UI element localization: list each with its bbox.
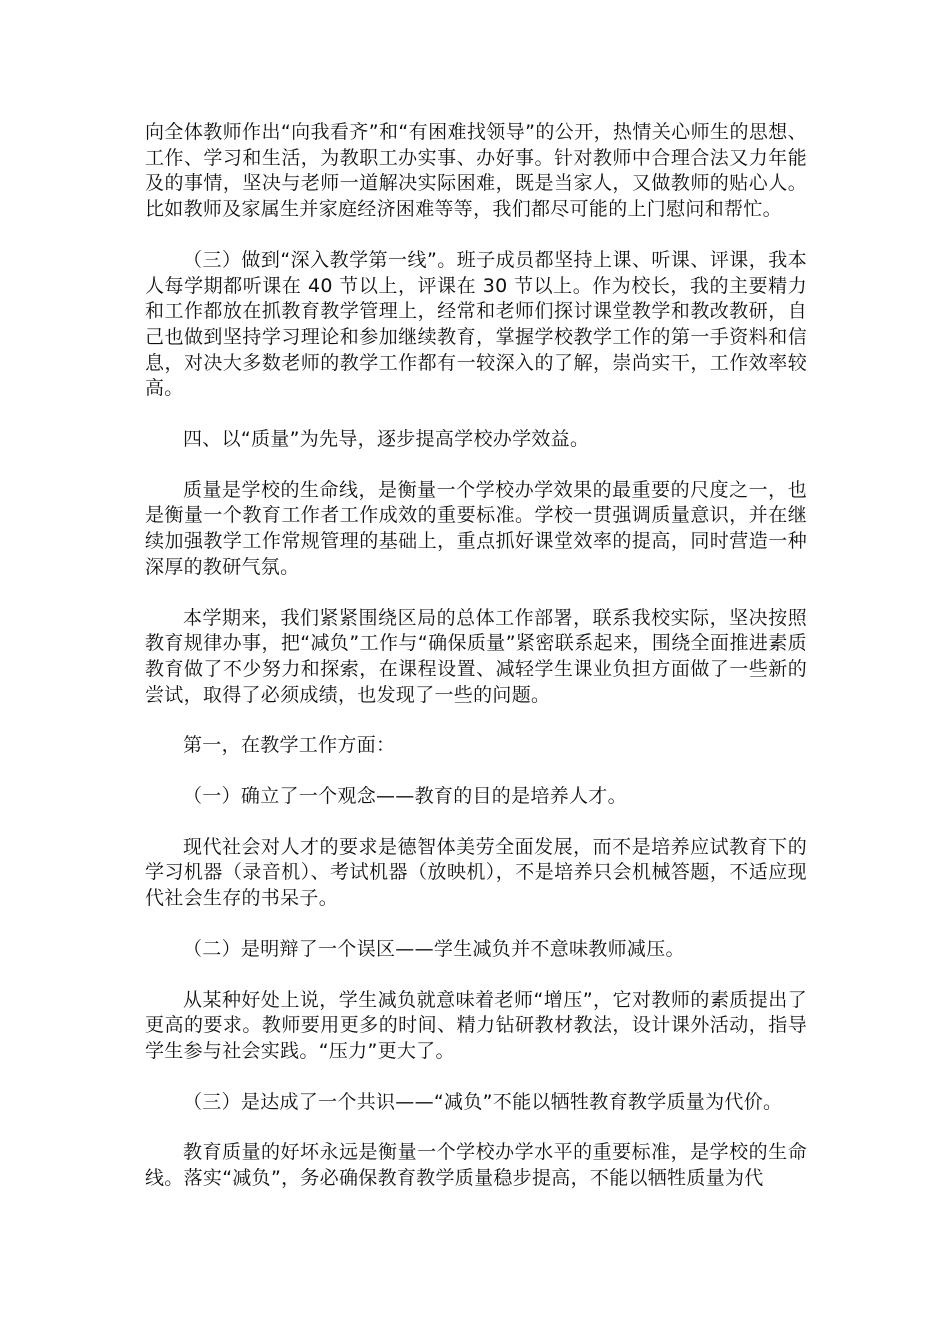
paragraph-1: 向全体教师作出“向我看齐”和“有困难找领导”的公开，热情关心师生的思想、工作、学习和生活，为教职工办实事、办好事。针对教师中合理合法又力年能及的事情，坚决与老师一道解决实际困难，既是当家人，又做教师的贴心人。比如教师及家属生并家庭经济困难等等，我们都尽可能的上门慰问和帮忙。: [145, 121, 807, 221]
paragraph-8: 现代社会对人才的要求是德智体美劳全面发展，而不是培养应试教育下的学习机器（录音机）、考试机器（放映机），不是培养只会机械答题，不适应现代社会生存的书呆子。: [145, 835, 807, 910]
document-page: [145, 120, 807, 1217]
subheading-item-3: （三）是达成了一个共识——“减负”不能以牺牲教育教学质量为代价。: [183, 1090, 783, 1113]
subheading-first: 第一，在教学工作方面：: [183, 734, 396, 757]
subheading-item-1: （一）确立了一个观念——教育的目的是培养人才。: [183, 785, 627, 808]
paragraph-5: 本学期来，我们紧紧围绕区局的总体工作部署，联系我校实际，坚决按照教育规律办事，把“减负”工作与“确保质量”紧密联系起来，围绕全面推进素质教育做了不少努力和探索，在课程设置、减轻学生课业负担方面做了一些新的尝试，取得了必须成绩，也发现了一些的问题。: [145, 606, 807, 706]
subheading-item-2: （二）是明辩了一个误区——学生减负并不意味教师减压。: [183, 937, 685, 960]
section-heading-4: 四、以“质量”为先导，逐步提高学校办学效益。: [183, 428, 590, 451]
paragraph-10: 从某种好处上说，学生减负就意味着老师“增压”，它对教师的素质提出了更高的要求。教师要用更多的时间、精力钻研教材教法，设计课外活动，指导学生参与社会实践。“压力”更大了。: [145, 988, 807, 1062]
paragraph-12: 教育质量的好坏永远是衡量一个学校办学水平的重要标准，是学校的生命线。落实“减负”，务必确保教育教学质量稳步提高，不能以牺牲质量为代: [145, 1141, 807, 1190]
paragraph-4: 质量是学校的生命线，是衡量一个学校办学效果的最重要的尺度之一，也是衡量一个教育工作者工作成效的重要标准。学校一贯强调质量意识，并在继续加强教学工作常规管理的基础上，重点抓好课堂效率的提高，同时营造一种深厚的教研气氛。: [145, 478, 807, 578]
paragraph-2: （三）做到“深入教学第一线”。班子成员都坚持上课、听课、评课，我本人每学期都听课在 40 节以上，评课在 30 节以上。作为校长，我的主要精力和工作都放在抓教育教学管理上，经常和老师们探讨课堂教学和教改教研，自己也做到坚持学习理论和参加继续教育，掌握学校教学工作的第一手资料和信息，对决大多数老师的教学工作都有一较深入的了解，崇尚实干，工作效率较高。: [145, 248, 807, 400]
